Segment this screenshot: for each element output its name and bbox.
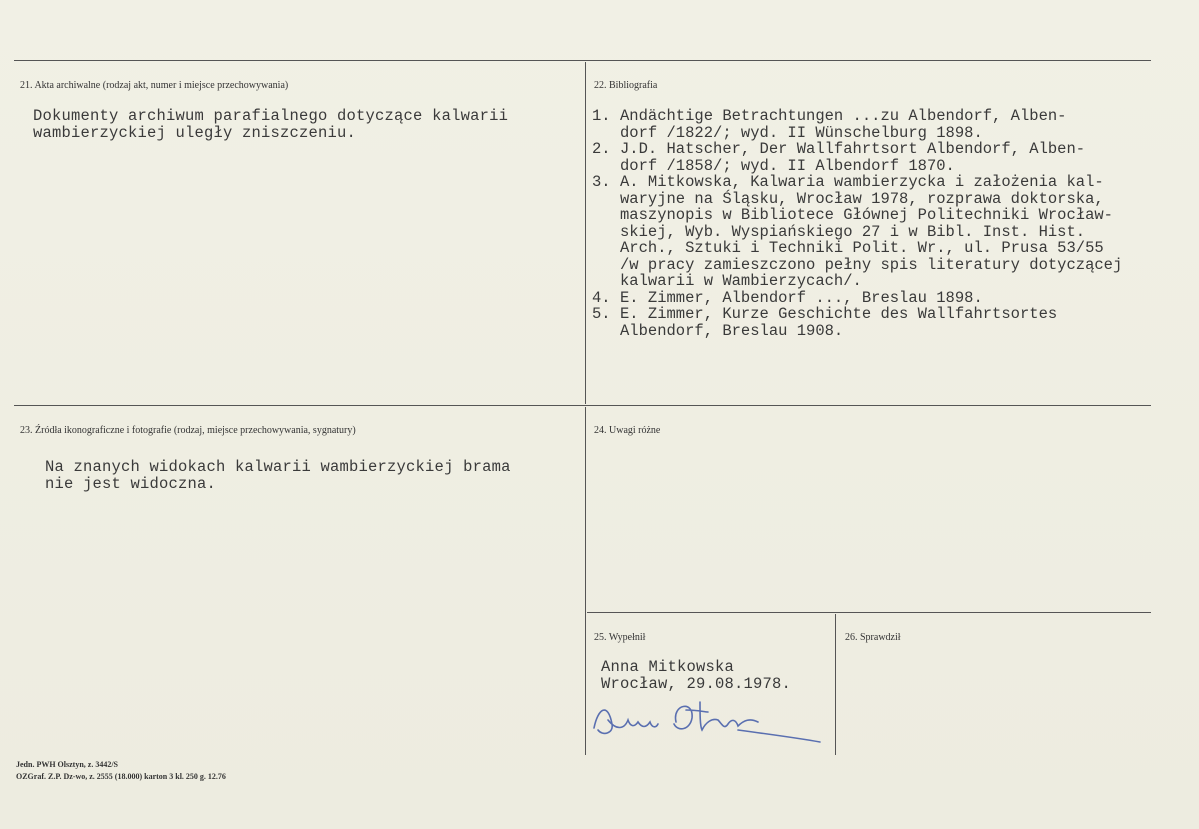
handwritten-signature (588, 694, 828, 750)
section-23-line-1: Na znanych widokach kalwarii wambierzyckiej brama (45, 458, 511, 476)
bibliography-item-number: 5. (592, 305, 611, 323)
middle-rule (14, 405, 1151, 406)
bibliography-item-text: E. Zimmer, Kurze Geschichte des Wallfahrtsortes Albendorf, Breslau 1908. (620, 305, 1058, 340)
bibliography-item (592, 141, 1122, 174)
bibliography-item (592, 306, 1122, 339)
bibliography-item-number: 2. (592, 140, 611, 158)
signature-rule (587, 612, 1151, 613)
bibliography-item-text: Andächtige Betrachtungen ...zu Albendorf, Alben- dorf /1822/; wyd. II Wünschelburg 1898. (620, 107, 1067, 142)
center-divider-top (585, 62, 586, 404)
section-22-label: 22. Bibliografia (594, 80, 658, 91)
top-rule (14, 60, 1151, 61)
section-25-label: 25. Wypełnił (594, 632, 646, 643)
bibliography-item-text: A. Mitkowska, Kalwaria wambierzycka i założenia kal- waryjne na Śląsku, Wrocław 1978, rozprawa doktorska, maszynopis w Bibliotece Głównej Politechniki Wrocław- skiej, Wyb. Wyspiańskiego 27 i w Bibl. Inst. Hist. Arch., Sztuki i Techniki Polit. Wr., ul. Prusa 53/55 /w pracy zamieszczono pełny spis literatury dotyczącej kalwarii w Wambierzycach/. (620, 173, 1123, 290)
section-21-line-2: wambierzyckiej uległy zniszczeniu. (33, 124, 357, 142)
section-21-line-1: Dokumenty archiwum parafialnego dotyczące kalwarii (33, 107, 509, 125)
bibliography-item-number: 3. (592, 173, 611, 191)
section-26-label: 26. Sprawdził (845, 632, 901, 643)
section-21-label: 21. Akta archiwalne (rodzaj akt, numer i miejsce przechowywania) (20, 80, 289, 91)
section-24-label: 24. Uwagi różne (594, 425, 661, 436)
bibliography-item (592, 290, 1122, 307)
bibliography-item (592, 174, 1122, 290)
section-23-line-2: nie jest widoczna. (45, 475, 217, 493)
signature-divider (835, 614, 836, 755)
bibliography-item-text: J.D. Hatscher, Der Wallfahrtsort Albendorf, Alben- dorf /1858/; wyd. II Albendorf 1870. (620, 140, 1086, 175)
bibliography-item-text: E. Zimmer, Albendorf ..., Breslau 1898. (620, 288, 983, 307)
printer-info-line-2: OZGraf. Z.P. Dz-wo, z. 2555 (18.000) karton 3 kl. 250 g. 12.76 (16, 772, 226, 781)
section-23-label: 23. Źródła ikonograficzne i fotografie (rodzaj, miejsce przechowywania, sygnatury) (20, 425, 356, 436)
printer-info-line-1: Jedn. PWH Olsztyn, z. 3442/S (16, 760, 119, 769)
filled-by-place-date: Wrocław, 29.08.1978. (601, 675, 792, 693)
bibliography-item (592, 108, 1122, 141)
bibliography-item-number: 4. (592, 288, 611, 307)
center-divider-bottom (585, 407, 586, 755)
filled-by-name: Anna Mitkowska (601, 658, 735, 676)
bibliography-list (592, 108, 1122, 339)
bibliography-item-number: 1. (592, 107, 611, 125)
